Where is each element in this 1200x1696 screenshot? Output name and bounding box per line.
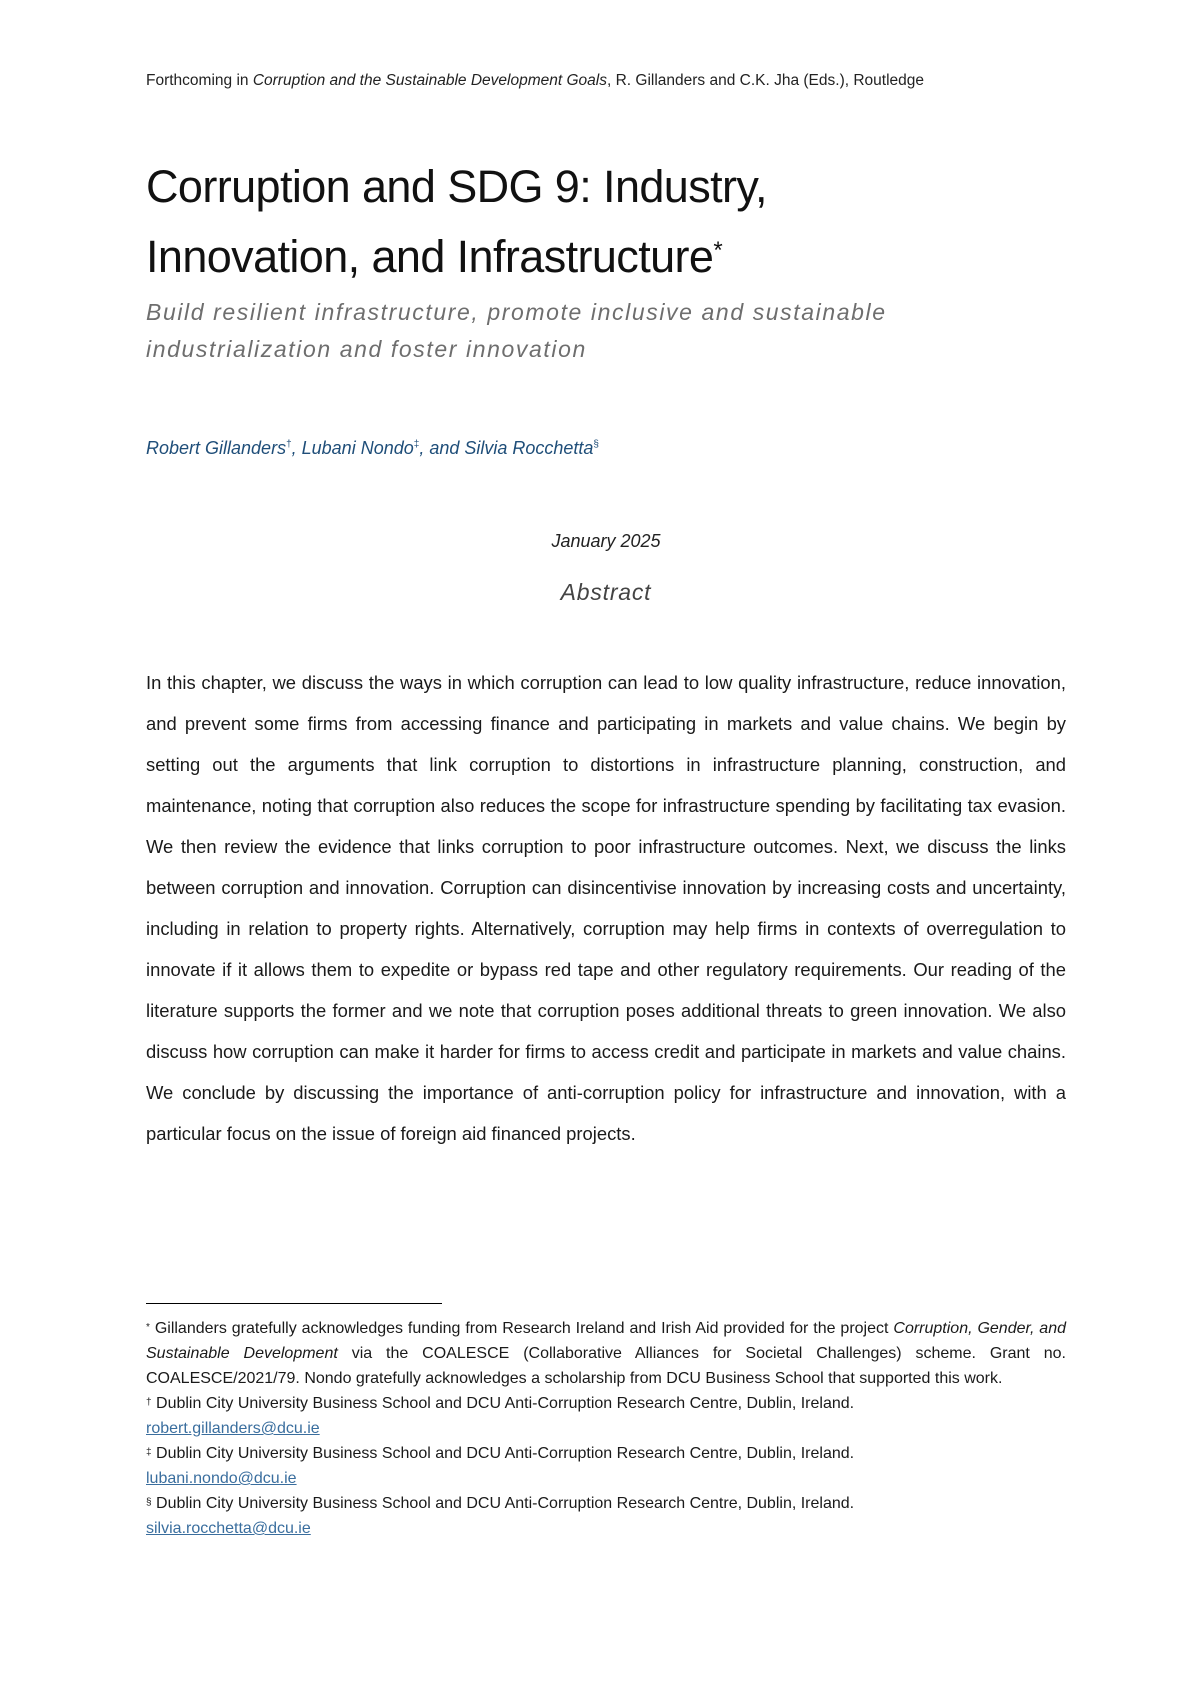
author-footnote-mark[interactable]: § bbox=[593, 439, 599, 450]
author-footnote-mark[interactable]: † bbox=[286, 439, 292, 450]
subtitle-line-2: industrialization and foster innovation bbox=[146, 336, 587, 362]
title-line-1: Corruption and SDG 9: Industry, bbox=[146, 161, 767, 212]
abstract-text: In this chapter, we discuss the ways in which corruption can lead to low quality infrastructure, reduce innovation, and prevent some firms from accessing finance and participating in markets and value chains. We begin by setting out the arguments that link corruption to distortions in infrastructure planning, construction, and maintenance, noting that corruption also reduces the scope for infrastructure spending by facilitating tax evasion. We then review the evidence that links corruption to poor infrastructure outcomes. Next, we discuss the links between corruption and innovation. Corruption can disincentivise innovation by increasing costs and uncertainty, including in relation to property rights. Alternatively, corruption may help firms in contexts of overregulation to innovate if it allows them to expedite or bypass red tape and other regulatory requirements. Our reading of the literature supports the former and we note that corruption poses additional threats to green innovation. We also discuss how corruption can make it harder for firms to access credit and participate in markets and value chains. We conclude by discussing the importance of anti-corruption policy for infrastructure and innovation, with a particular focus on the issue of foreign aid financed projects. bbox=[146, 672, 1066, 1144]
footnotes bbox=[146, 1316, 1066, 1541]
paper-subtitle bbox=[146, 294, 1086, 368]
footnote-funding bbox=[146, 1316, 1066, 1391]
author-footnote-mark[interactable]: ‡ bbox=[413, 439, 420, 450]
footnote-mark: * bbox=[146, 1322, 150, 1333]
publication-date: January 2025 bbox=[551, 531, 661, 551]
publication-note-prefix: Forthcoming in bbox=[146, 72, 253, 89]
footnote-mark: § bbox=[146, 1497, 152, 1508]
title-footnote-mark[interactable]: * bbox=[713, 237, 723, 264]
publication-note-suffix: , R. Gillanders and C.K. Jha (Eds.), Routledge bbox=[606, 72, 925, 89]
author-separator: , and bbox=[419, 438, 465, 458]
project-title: Corruption, Gender, and Sustainable Development bbox=[146, 1320, 1066, 1362]
footnote-text: Dublin City University Business School and DCU Anti-Corruption Research Centre, Dublin, Ireland. bbox=[151, 1445, 855, 1462]
email-link[interactable]: silvia.rocchetta@dcu.ie bbox=[146, 1520, 311, 1537]
abstract-heading: Abstract bbox=[560, 579, 652, 605]
footnote-affiliation bbox=[146, 1491, 1066, 1541]
footnote-affiliation bbox=[146, 1391, 1066, 1441]
email-link[interactable]: robert.gillanders@dcu.ie bbox=[146, 1420, 320, 1437]
footnote-mark: † bbox=[146, 1397, 152, 1408]
footnote-text: Gillanders gratefully acknowledges funding from Research Ireland and Irish Aid provided for the project bbox=[149, 1320, 894, 1337]
footnote-text: via the COALESCE (Collaborative Alliances for Societal Challenges) scheme. Grant no. COALESCE/2021/79. Nondo gratefully acknowledges a scholarship from DCU Business School that supported this work. bbox=[146, 1345, 1067, 1387]
author-separator: , bbox=[291, 438, 302, 458]
footnote-divider bbox=[146, 1303, 442, 1304]
author-name: Silvia Rocchetta bbox=[464, 438, 594, 458]
title-line-2: Innovation, and Infrastructure bbox=[146, 231, 714, 282]
footnote-text: Dublin City University Business School and DCU Anti-Corruption Research Centre, Dublin, Ireland. bbox=[151, 1395, 855, 1412]
footnote-mark: ‡ bbox=[146, 1447, 152, 1458]
publication-note bbox=[146, 72, 1066, 90]
author-name: Lubani Nondo bbox=[301, 438, 414, 458]
paper-title bbox=[146, 152, 1066, 292]
footnote-text: Dublin City University Business School and DCU Anti-Corruption Research Centre, Dublin, Ireland. bbox=[151, 1495, 855, 1512]
subtitle-line-1: Build resilient infrastructure, promote inclusive and sustainable bbox=[146, 299, 887, 325]
author-list bbox=[146, 438, 1046, 459]
book-title: Corruption and the Sustainable Development Goals bbox=[252, 72, 607, 89]
email-link[interactable]: lubani.nondo@dcu.ie bbox=[146, 1470, 297, 1487]
author-name: Robert Gillanders bbox=[146, 438, 287, 458]
footnote-affiliation bbox=[146, 1441, 1066, 1491]
